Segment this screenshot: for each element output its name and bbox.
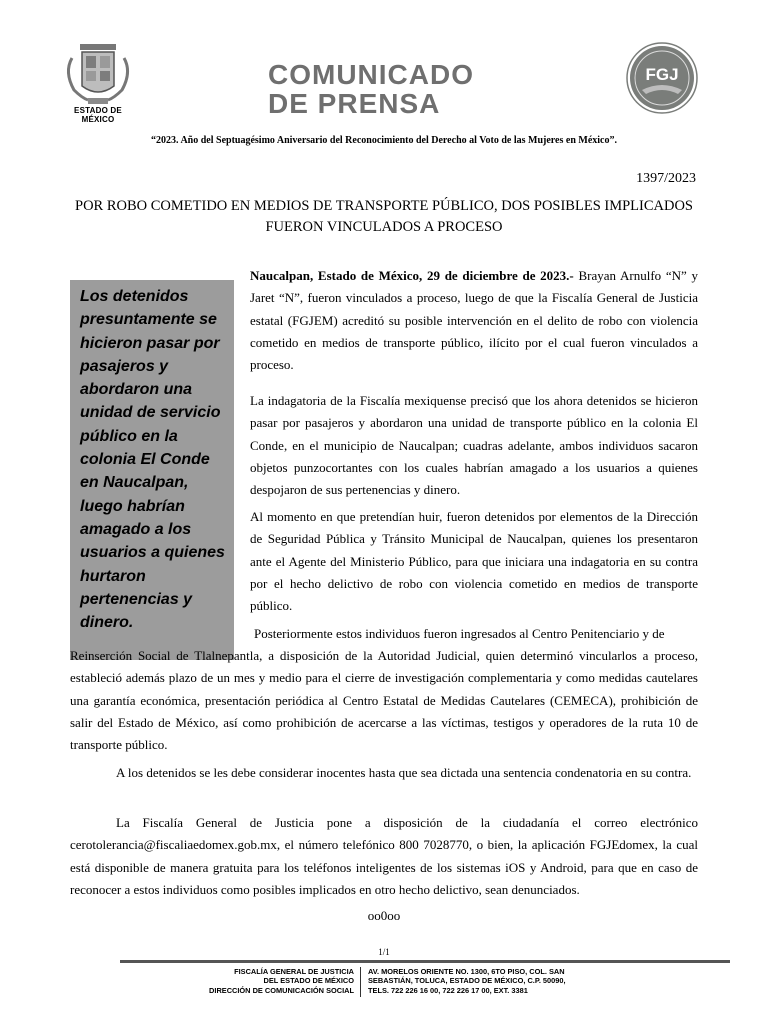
body-paragraph: Al momento en que pretendían huir, fueron detenidos por elementos de la Dirección de Seguridad Pública y Tránsito Municipal de Naucalpan, quienes los presentaron ante el Agente del Ministerio Público, para que iniciara una indagatoria en su contra por el hecho delictivo de robo con violencia cometido en medios de transporte público. <box>250 509 698 614</box>
body-paragraph: La indagatoria de la Fiscalía mexiquense precisó que los ahora detenidos se hicieron pasar por pasajeros y abordaron una unidad de transporte público en la colonia El Conde, en el municipio de Naucalpan; cuadras adelante, ambos individuos sacaron objetos punzocortantes con los cuales habrían amagado a los usuarios a quienes despojaron de sus pertenencias y dinero. <box>250 393 698 498</box>
closing-mark: oo0oo <box>367 908 401 923</box>
footer-rule <box>120 960 730 963</box>
estado-de-mexico-label: ESTADO DE MÉXICO <box>74 106 122 124</box>
fgj-logo-icon <box>626 42 698 114</box>
body-paragraph <box>250 265 698 376</box>
highlight-text: Los detenidos presuntamente se hicieron pasar por pasajeros y abordaron una unidad de servicio público en la colonia El Conde en Naucalpan, luego habrían amagado a los usuarios a quienes hurtaron pertenencias y dinero. <box>80 288 225 632</box>
headline-line: COMUNICADO <box>268 59 474 90</box>
press-release-headline <box>268 60 474 118</box>
estado-de-mexico-coat-of-arms-icon <box>58 42 138 106</box>
paragraph-text: Brayan Arnulfo “N” y Jaret “N”, fueron vinculados a proceso, luego de que la Fiscalía General de Justicia estatal (FGJEM) acreditó su posible intervención en el delito de robo con violencia cometido en medios de transporte público, ilícito por el cual fueron vinculados a proceso. <box>250 268 698 373</box>
footer-line: AV. MORELOS ORIENTE NO. 1300, 6TO PISO, COL. SAN <box>368 967 565 976</box>
body-paragraph: Posteriormente estos individuos fueron ingresados al Centro Penitenciario y de <box>254 626 665 641</box>
title-line: POR ROBO COMETIDO EN MEDIOS DE TRANSPORTE PÚBLICO, DOS POSIBLES IMPLICADOS <box>75 198 693 214</box>
footer-line: FISCALÍA GENERAL DE JUSTICIA <box>234 967 354 976</box>
footer-address <box>368 967 688 995</box>
footer-line: SEBASTIÁN, TOLUCA, ESTADO DE MÉXICO, C.P. 50090, <box>368 976 566 986</box>
footer-line: DIRECCIÓN DE COMUNICACIÓN SOCIAL <box>209 985 354 995</box>
footer-institution <box>120 967 354 995</box>
press-release-title <box>60 196 708 238</box>
motto-line: “2023. Año del Septuagésimo Aniversario del Reconocimiento del Derecho al Voto de las Mujeres en México”. <box>151 135 617 146</box>
body-paragraph: La Fiscalía General de Justicia pone a disposición de la ciudadanía el correo electrónico cerotolerancia@fiscaliaedomex.gob.mx, el número telefónico 800 7028770, o bien, la aplicación FGJEdomex, la cual está disponible de manera gratuita para los teléfonos inteligentes de los sistemas iOS y Android, para que en caso de reconocer a estos individuos como posibles implicados en otro hecho delictivo, sean denunciados. <box>70 815 698 897</box>
fgj-logo-text: FGJ <box>645 65 679 84</box>
footer-line: TELS. 722 226 16 00, 722 226 17 00, EXT. 3381 <box>368 985 528 995</box>
page-number: 1/1 <box>378 947 390 957</box>
dateline: Naucalpan, Estado de México, 29 de diciembre de 2023.- <box>250 268 574 283</box>
body-paragraph: A los detenidos se les debe considerar inocentes hasta que sea dictada una sentencia condenatoria en su contra. <box>116 765 692 780</box>
title-line: FUERON VINCULADOS A PROCESO <box>265 219 503 235</box>
bulletin-number: 1397/2023 <box>636 171 696 186</box>
footer-line: DEL ESTADO DE MÉXICO <box>263 976 354 986</box>
body-paragraph: Reinserción Social de Tlalnepantla, a disposición de la Autoridad Judicial, quien determinó vincularlos a proceso, estableció además plazo de un mes y medio para el cierre de investigación complementaria y como medidas cautelares una garantía económica, presentación periódica al Centro Estatal de Medidas Cautelares (CEMECA), prohibición de salir del Estado de México, así como prohibición de acercarse a las víctimas, testigos y operadores de la ruta 10 de transporte público. <box>70 648 698 753</box>
footer-divider <box>360 967 361 997</box>
headline-line: DE PRENSA <box>268 88 441 119</box>
